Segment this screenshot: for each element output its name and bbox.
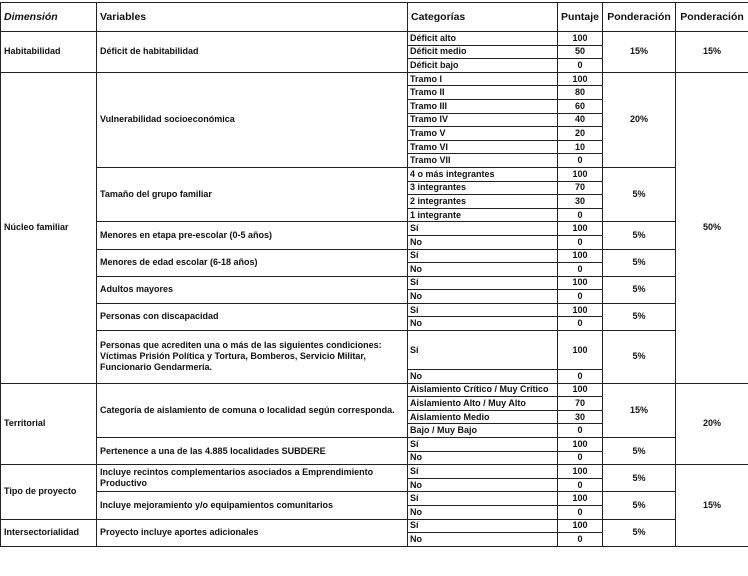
variable-cell: Vulnerabilidad socioeconómica <box>97 72 408 167</box>
table-row <box>1 438 748 452</box>
header-categories: Categorías <box>408 3 558 32</box>
score-cell: 0 <box>558 451 603 465</box>
score-cell: 0 <box>558 424 603 438</box>
score-cell: 30 <box>558 410 603 424</box>
variable-weight-cell: 5% <box>603 465 676 492</box>
variable-weight-cell: 20% <box>603 72 676 167</box>
variable-cell: Pertenence a una de las 4.885 localidades SUBDERE <box>97 438 408 465</box>
category-cell: Déficit medio <box>408 45 558 59</box>
score-cell: 100 <box>558 383 603 397</box>
variable-cell: Tamaño del grupo familiar <box>97 167 408 221</box>
variable-cell: Proyecto incluye aportes adicionales <box>97 519 408 546</box>
category-cell: Sí <box>408 465 558 479</box>
variable-cell: Menores de edad escolar (6-18 años) <box>97 249 408 276</box>
table-row <box>1 465 748 479</box>
variable-cell: Incluye recintos complementarios asociados a Emprendimiento Productivo <box>97 465 408 492</box>
category-cell: Sí <box>408 519 558 533</box>
category-cell: 4 o más integrantes <box>408 167 558 181</box>
dimension-weight-cell: 20% <box>676 383 748 465</box>
variable-cell: Incluye mejoramiento y/o equipamientos comunitarios <box>97 492 408 519</box>
variable-cell: Personas con discapacidad <box>97 303 408 330</box>
score-cell: 0 <box>558 235 603 249</box>
category-cell: Tramo I <box>408 72 558 86</box>
header-dimension-weight: Ponderación <box>676 3 748 32</box>
variable-cell: Adultos mayores <box>97 276 408 303</box>
category-cell: Aislamiento Medio <box>408 410 558 424</box>
dimension-cell: Tipo de proyecto <box>1 465 97 519</box>
variable-weight-cell: 5% <box>603 222 676 249</box>
header-row <box>1 3 748 32</box>
score-cell: 100 <box>558 519 603 533</box>
variable-weight-cell: 5% <box>603 519 676 546</box>
dimension-weight-cell: 15% <box>676 32 748 73</box>
variable-cell: Menores en etapa pre-escolar (0-5 años) <box>97 222 408 249</box>
category-cell: Sí <box>408 249 558 263</box>
score-cell: 0 <box>558 59 603 73</box>
table-row <box>1 331 748 370</box>
score-cell: 0 <box>558 506 603 520</box>
score-cell: 0 <box>558 370 603 384</box>
category-cell: No <box>408 235 558 249</box>
score-cell: 0 <box>558 263 603 277</box>
variable-weight-cell: 15% <box>603 383 676 437</box>
score-cell: 0 <box>558 154 603 168</box>
score-cell: 40 <box>558 113 603 127</box>
category-cell: No <box>408 317 558 331</box>
category-cell: Sí <box>408 492 558 506</box>
score-cell: 50 <box>558 45 603 59</box>
score-cell: 100 <box>558 438 603 452</box>
category-cell: 3 integrantes <box>408 181 558 195</box>
category-cell: Sí <box>408 303 558 317</box>
dimension-cell: Territorial <box>1 383 97 465</box>
table-row <box>1 276 748 290</box>
variable-weight-cell: 5% <box>603 167 676 221</box>
variable-weight-cell: 5% <box>603 438 676 465</box>
score-cell: 100 <box>558 303 603 317</box>
category-cell: No <box>408 263 558 277</box>
category-cell: Aislamiento Alto / Muy Alto <box>408 397 558 411</box>
score-cell: 100 <box>558 249 603 263</box>
category-cell: Tramo V <box>408 127 558 141</box>
table-row <box>1 222 748 236</box>
category-cell: Tramo III <box>408 99 558 113</box>
table-row <box>1 72 748 86</box>
score-cell: 100 <box>558 167 603 181</box>
score-cell: 0 <box>558 208 603 222</box>
score-cell: 100 <box>558 492 603 506</box>
category-cell: Bajo / Muy Bajo <box>408 424 558 438</box>
variable-weight-cell: 5% <box>603 249 676 276</box>
variable-weight-cell: 5% <box>603 492 676 519</box>
category-cell: Déficit bajo <box>408 59 558 73</box>
category-cell: No <box>408 506 558 520</box>
category-cell: Sí <box>408 222 558 236</box>
header-dimension: Dimensión <box>1 3 97 32</box>
score-cell: 10 <box>558 140 603 154</box>
category-cell: Déficit alto <box>408 32 558 46</box>
score-cell: 0 <box>558 478 603 492</box>
score-cell: 100 <box>558 222 603 236</box>
table-row <box>1 303 748 317</box>
category-cell: Sí <box>408 438 558 452</box>
score-cell: 100 <box>558 331 603 370</box>
dimension-cell: Intersectorialidad <box>1 519 97 546</box>
table-row <box>1 519 748 533</box>
category-cell: Tramo VI <box>408 140 558 154</box>
score-cell: 80 <box>558 86 603 100</box>
variable-cell: Categoría de aislamiento de comuna o localidad según corresponda. <box>97 383 408 437</box>
variable-cell: Personas que acrediten una o más de las siguientes condiciones: Víctimas Prisión Política y Tortura, Bomberos, Servicio Militar, Funcionario Gendarmería. <box>97 331 408 384</box>
score-cell: 0 <box>558 533 603 547</box>
category-cell: Aislamiento Crítico / Muy Crítico <box>408 383 558 397</box>
variable-weight-cell: 15% <box>603 32 676 73</box>
score-cell: 60 <box>558 99 603 113</box>
table-row <box>1 167 748 181</box>
category-cell: Tramo VII <box>408 154 558 168</box>
category-cell: No <box>408 533 558 547</box>
score-cell: 70 <box>558 397 603 411</box>
header-score: Puntaje <box>558 3 603 32</box>
score-cell: 0 <box>558 317 603 331</box>
dimension-weight-cell: 50% <box>676 72 748 383</box>
table-row <box>1 249 748 263</box>
dimension-cell: Habitabilidad <box>1 32 97 73</box>
category-cell: No <box>408 451 558 465</box>
score-cell: 20 <box>558 127 603 141</box>
score-cell: 100 <box>558 32 603 46</box>
table-row <box>1 32 748 46</box>
dimension-weight-cell: 15% <box>676 465 748 547</box>
variable-weight-cell: 5% <box>603 276 676 303</box>
category-cell: Tramo IV <box>408 113 558 127</box>
category-cell: 1 integrante <box>408 208 558 222</box>
header-variable-weight: Ponderación <box>603 3 676 32</box>
category-cell: No <box>408 290 558 304</box>
category-cell: No <box>408 478 558 492</box>
score-cell: 70 <box>558 181 603 195</box>
scoring-table <box>0 2 748 547</box>
table-row <box>1 492 748 506</box>
score-cell: 30 <box>558 195 603 209</box>
header-variables: Variables <box>97 3 408 32</box>
variable-weight-cell: 5% <box>603 303 676 330</box>
dimension-cell: Núcleo familiar <box>1 72 97 383</box>
variable-weight-cell: 5% <box>603 331 676 384</box>
category-cell: Tramo II <box>408 86 558 100</box>
table-row <box>1 383 748 397</box>
category-cell: 2 integrantes <box>408 195 558 209</box>
variable-cell: Déficit de habitabilidad <box>97 32 408 73</box>
score-cell: 100 <box>558 72 603 86</box>
score-cell: 100 <box>558 465 603 479</box>
category-cell: Sí <box>408 276 558 290</box>
score-cell: 0 <box>558 290 603 304</box>
category-cell: No <box>408 370 558 384</box>
score-cell: 100 <box>558 276 603 290</box>
category-cell: Sí <box>408 331 558 370</box>
